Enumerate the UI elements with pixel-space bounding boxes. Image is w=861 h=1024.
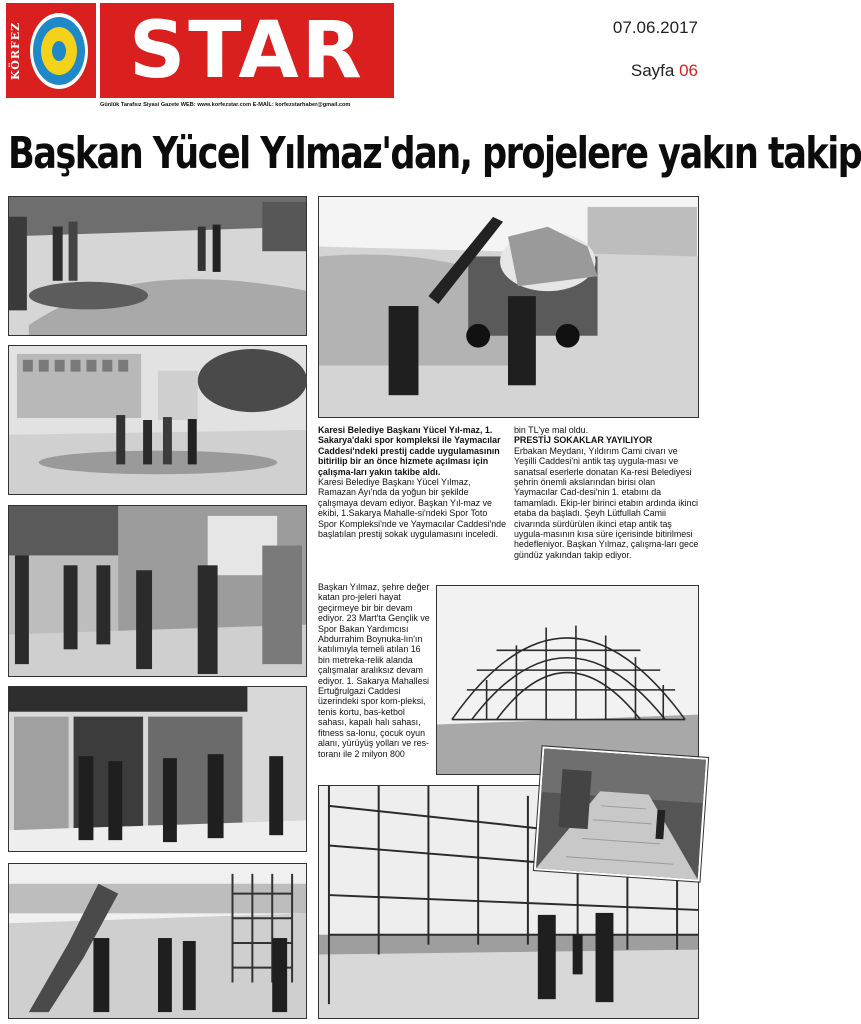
article-paragraph: bin TL'ye mal oldu. [514, 425, 589, 435]
photo-construction-site [8, 863, 307, 1019]
masthead [6, 3, 394, 115]
masthead-side-text: KÖRFEZ [9, 21, 22, 81]
article-lead: Karesi Belediye Başkanı Yücel Yıl-maz, 1. Sakarya'daki spor kompleksi ile Yaymacılar Caddesi'ndeki prestij cadde uygulamasının bitirilip bir an önce hizmete açılması için çalışma-ları yakın takibe aldı. [318, 425, 501, 477]
photo-park-inspection [8, 196, 307, 336]
roundel-logo-icon [28, 11, 90, 91]
photo-street-meeting [8, 505, 307, 677]
article-column-2 [514, 425, 700, 560]
page-number-value: 06 [679, 61, 698, 80]
photo-concrete-mixer [318, 196, 699, 418]
article-column-1 [318, 425, 508, 539]
photo-shopfront [8, 686, 307, 852]
article-paragraph: Başkan Yılmaz, şehre değer katan pro-jeleri hayat geçirmeye bir bir devam ediyor. 23 Mart'ta Gençlik ve Spor Bakan Yardımcısı Abdurrahim Boynuka-lın'ın katılımıyla temeli atılan 16 bin metreka-relik alanda çalışmalar aralıksız devam ediyor. 1. Sakarya Mahallesi Ertuğrulgazi Caddesi üzerindeki spor kom-pleksi, tenis kortu, bas-ketbol sahası, kapalı halı sahası, fitness sa-lonu, çocuk oyun alanı, yürüyüş yolları ve res-toranı ile 2 milyon 800 [318, 582, 430, 759]
article-paragraph: Erbakan Meydanı, Yıldırım Cami civarı ve Yeşilli Caddesi'ni antik taş uygula-ması ve sanatsal eserlerle donatan Ka-resi Belediyesi şehrin önemli akslarından birisi olan Yaymacılar Cad-desi'nin 1. etabını da tamamladı. Ekip-ler birinci etabın ardında ikinci etaba da başladı. Şeyh Lütfullah Camii civarında sürdürülen ikinci etap antik taş uygula-masının kısa süre içerisinde bitirilmesi hedefleniyor. Başkan Yılmaz, çalışma-ları gece gündüz yakından takip ediyor. [514, 445, 699, 560]
article-paragraph: Karesi Belediye Başkanı Yücel Yılmaz, Ramazan Ayı'nda da yoğun bir şekilde çalışmaya devam ediyor. Başkan Yıl-maz ve ekibi, 1.Sakarya Mahalle-si'ndeki Spor Toto Spor Kompleksi'nde ve Yaymacılar Caddesi'nde başlatılan prestij sokak uygulamasını inceledi. [318, 477, 507, 540]
issue-date: 07.06.2017 [612, 18, 698, 37]
korfez-logo-block [6, 3, 96, 98]
photo-square-walk [8, 345, 307, 495]
page-number [631, 61, 698, 81]
photo-paved-street [534, 746, 708, 881]
article-headline: Başkan Yücel Yılmaz'dan, projelere yakın takip [8, 128, 861, 179]
article-subheading: PRESTİJ SOKAKLAR YAYILIYOR [514, 435, 653, 446]
article-column-1b [318, 582, 430, 759]
masthead-contact-strip: Günlük Tarafsız Siyasi Gazete WEB: www.korfezstar.com E-MAİL: korfezstarhaber@gmail.com [100, 102, 351, 108]
page-label: Sayfa [630, 61, 675, 80]
newspaper-name: STAR [129, 6, 365, 96]
masthead-nameplate [100, 3, 394, 98]
photo-dome-frame [436, 585, 699, 775]
